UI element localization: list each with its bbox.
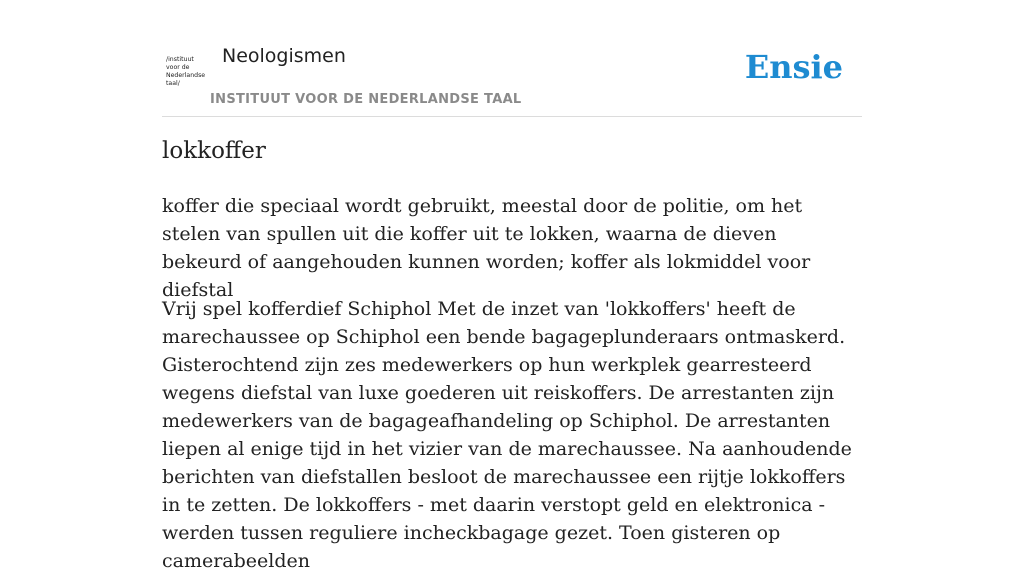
content-column [162, 0, 862, 572]
logo-line: voor de [166, 64, 190, 71]
logo-line: /instituut [166, 56, 194, 63]
entry-quote: Vrij spel kofferdief Schiphol Met de inzet van 'lokkoffers' heeft de marechaussee op Schiphol een bende bagageplunderaars ontmaskerd. Gisterochtend zijn zes medewerkers op hun werkplek gearresteerd wegens diefstal van luxe goederen uit reiskoffers. De arrestanten zijn medewerkers van de bagageafhandeling op Schiphol. De arrestanten liepen al enige tijd in het vizier van de marechaussee. Na aanhoudende berichten van diefstallen besloot de marechaussee een rijtje lokkoffers in te zetten. De lokkoffers - met daarin verstopt geld en elektronica - werden tussen reguliere incheckbagage gezet. Toen gisteren op camerabeelden [162, 298, 852, 572]
logo-line: taal/ [166, 80, 180, 87]
ensie-brand-logo[interactable]: Ensie [744, 48, 843, 86]
ivdnt-logo[interactable] [166, 56, 208, 88]
entry-definition: koffer die speciaal wordt gebruikt, meestal door de politie, om het stelen van spullen uit die koffer uit te lokken, waarna de dieven bekeurd of aangehouden kunnen worden; koffer als lokmiddel voor diefstal [162, 195, 811, 301]
organization-name: INSTITUUT VOOR DE NEDERLANDSE TAAL [210, 92, 522, 107]
logo-line: Nederlandse [166, 72, 206, 79]
site-name-link[interactable]: Neologismen [222, 45, 346, 67]
site-header [162, 0, 862, 117]
entry-term: lokkoffer [162, 138, 266, 164]
